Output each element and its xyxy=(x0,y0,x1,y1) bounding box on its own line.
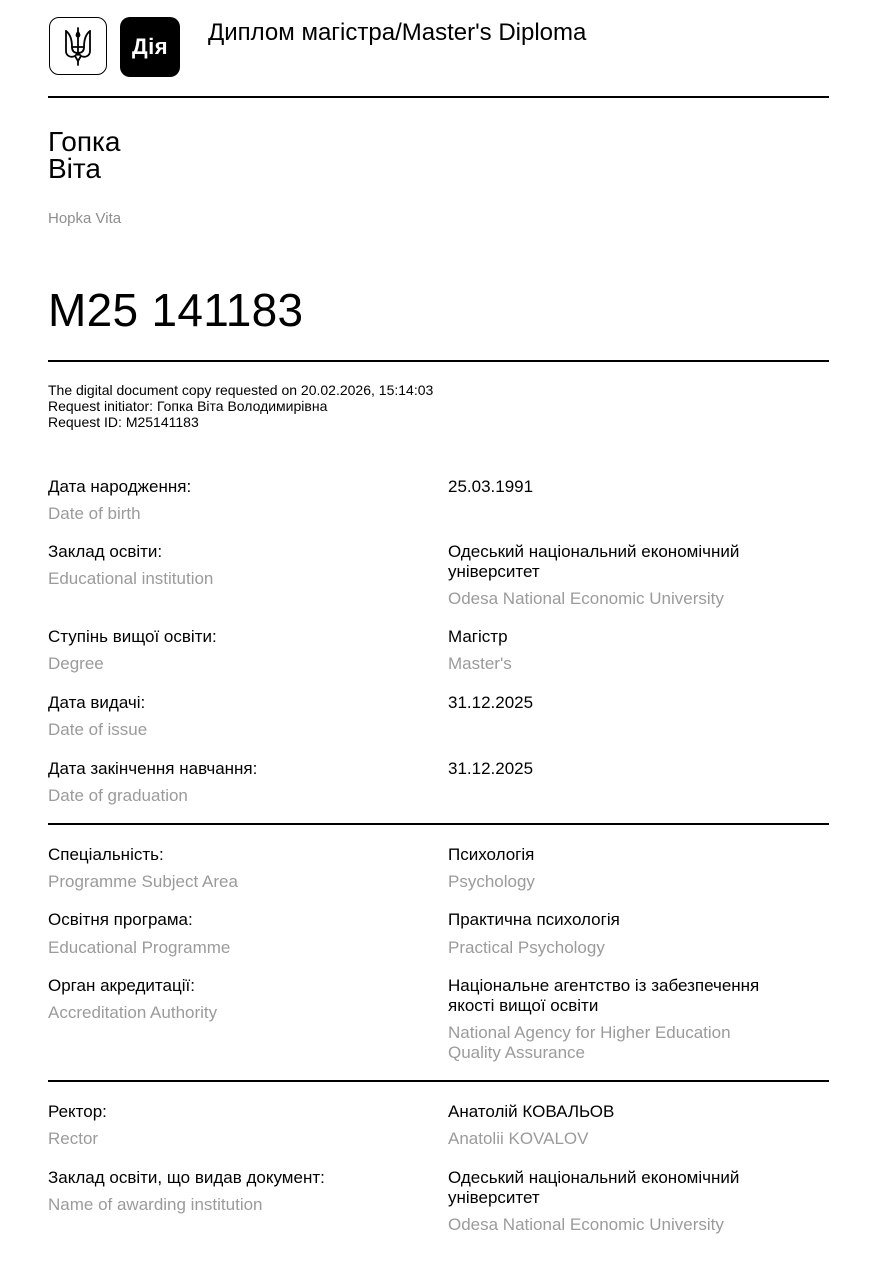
document-title: Диплом магістра/Master's Diploma xyxy=(208,19,587,46)
programme-label-en: Educational Programme xyxy=(48,938,231,957)
accreditation-value-en-line1: National Agency for Higher Education xyxy=(448,1023,731,1042)
divider xyxy=(48,360,829,362)
institution-label-ua: Заклад освіти: xyxy=(48,542,163,561)
institution-value-ua-line1: Одеський національний економічний xyxy=(448,542,740,561)
graduation-label-en: Date of graduation xyxy=(48,786,188,805)
accreditation-value-ua-line1: Національне агентство із забезпечення xyxy=(448,976,760,995)
holder-given-name: Віта xyxy=(48,153,101,184)
specialty-value-ua: Психологія xyxy=(448,845,535,864)
diia-logo: Дія xyxy=(120,17,180,77)
rector-value-ua: Анатолій КОВАЛЬОВ xyxy=(448,1102,615,1121)
accreditation-label-ua: Орган акредитації: xyxy=(48,976,195,995)
diploma-page xyxy=(48,0,829,1280)
divider xyxy=(48,823,829,825)
accreditation-value-ua-line2: якості вищої освіти xyxy=(448,996,599,1015)
institution-value-en: Odesa National Economic University xyxy=(448,589,724,608)
divider xyxy=(48,96,829,98)
graduation-label-ua: Дата закінчення навчання: xyxy=(48,759,258,778)
awarding-label-ua: Заклад освіти, що видав документ: xyxy=(48,1168,325,1187)
trident-icon xyxy=(63,25,93,67)
issue-label-en: Date of issue xyxy=(48,720,148,739)
specialty-value-en: Psychology xyxy=(448,872,535,891)
institution-label-en: Educational institution xyxy=(48,569,214,588)
awarding-label-en: Name of awarding institution xyxy=(48,1195,263,1214)
trident-logo-icon xyxy=(49,17,107,75)
specialty-label-en: Programme Subject Area xyxy=(48,872,238,891)
rector-label-ua: Ректор: xyxy=(48,1102,107,1121)
graduation-value: 31.12.2025 xyxy=(448,759,534,778)
rector-label-en: Rector xyxy=(48,1129,99,1148)
awarding-value-en: Odesa National Economic University xyxy=(448,1215,724,1234)
degree-label-ua: Ступінь вищої освіти: xyxy=(48,627,217,646)
issue-label-ua: Дата видачі: xyxy=(48,693,146,712)
accreditation-label-en: Accreditation Authority xyxy=(48,1003,218,1022)
request-id-line: Request ID: M25141183 xyxy=(48,414,199,430)
document-number: M25 141183 xyxy=(48,284,304,336)
programme-value-ua: Практична психологія xyxy=(448,910,620,929)
issue-value: 31.12.2025 xyxy=(448,693,534,712)
birth-label-en: Date of birth xyxy=(48,504,141,523)
document-header xyxy=(48,17,829,79)
holder-latin-name: Hopka Vita xyxy=(48,210,122,227)
request-date-line: The digital document copy requested on 20.02.2026, 15:14:03 xyxy=(48,382,434,398)
rector-value-en: Anatolii KOVALOV xyxy=(448,1129,589,1148)
awarding-value-ua-line1: Одеський національний економічний xyxy=(448,1168,740,1187)
specialty-label-ua: Спеціальність: xyxy=(48,845,164,864)
request-info xyxy=(48,382,433,430)
birth-label-ua: Дата народження: xyxy=(48,477,192,496)
request-initiator-line: Request initiator: Гопка Віта Володимирівна xyxy=(48,398,328,414)
degree-label-en: Degree xyxy=(48,654,104,673)
institution-value-ua-line2: університет xyxy=(448,562,540,581)
programme-label-ua: Освітня програма: xyxy=(48,910,193,929)
accreditation-value-en-line2: Quality Assurance xyxy=(448,1043,586,1062)
programme-value-en: Practical Psychology xyxy=(448,938,605,957)
holder-surname: Гопка xyxy=(48,126,121,157)
divider xyxy=(48,1080,829,1082)
degree-value-en: Master's xyxy=(448,654,512,673)
birth-value: 25.03.1991 xyxy=(448,477,534,496)
awarding-value-ua-line2: університет xyxy=(448,1188,540,1207)
degree-value-ua: Магістр xyxy=(448,627,508,646)
